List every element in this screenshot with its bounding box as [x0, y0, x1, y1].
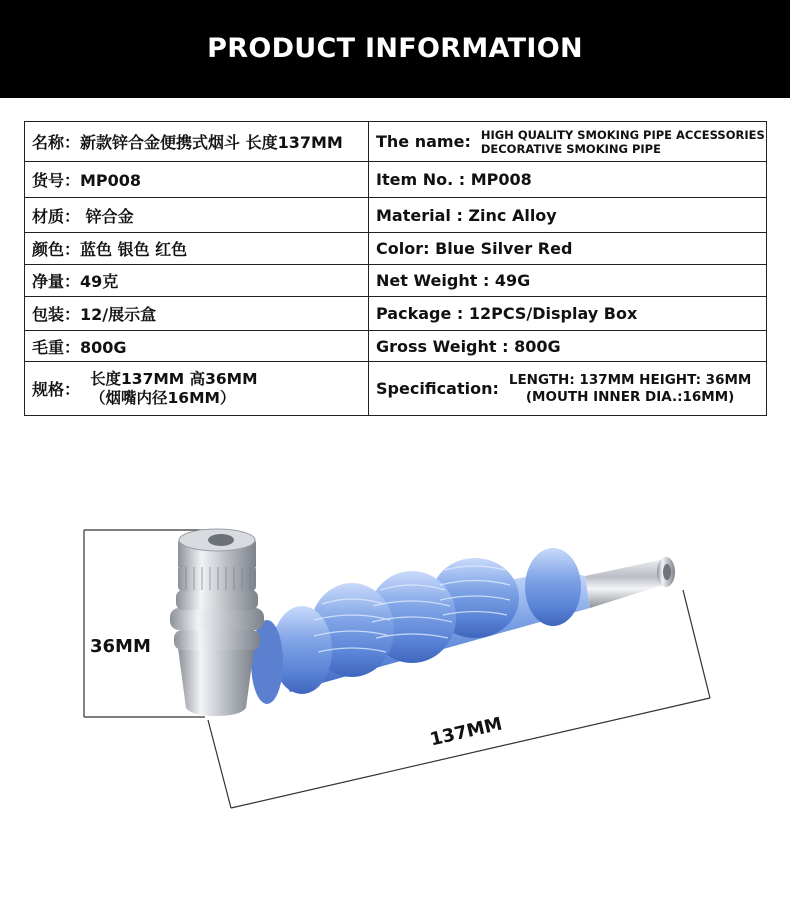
- length-dimension-label: 137MM: [428, 713, 505, 751]
- table-row: [25, 265, 767, 297]
- net-weight-cn-cell: 净量：49克: [25, 265, 369, 297]
- name-en-label: The name:: [376, 132, 471, 151]
- name-en-line-1: HIGH QUALITY SMOKING PIPE ACCESSORIES: [480, 127, 765, 142]
- material-en-cell: Material : Zinc Alloy: [369, 198, 767, 233]
- spec-en-label: Specification:: [376, 379, 499, 398]
- color-en-cell: Color: Blue Silver Red: [369, 233, 767, 265]
- pipe-bowl: [170, 529, 264, 716]
- pipe-body: [251, 548, 590, 704]
- product-photo: [0, 440, 790, 902]
- item-no-cn-cell: 货号：MP008: [25, 162, 369, 198]
- table-row: [25, 122, 767, 162]
- net-weight-en-cell: Net Weight : 49G: [369, 265, 767, 297]
- pipe-mouthpiece: [585, 557, 675, 608]
- header-banner: [0, 0, 790, 98]
- gross-weight-cn-cell: 毛重：800G: [25, 331, 369, 362]
- spec-en-line-1: LENGTH: 137MM HEIGHT: 36MM: [508, 371, 752, 388]
- spec-cn-line-2: （烟嘴内径16MM）: [90, 388, 236, 407]
- spec-table: [24, 121, 767, 416]
- color-cn-cell: 颜色：蓝色 银色 红色: [25, 233, 369, 265]
- height-dimension-label: 36MM: [90, 636, 151, 657]
- spec-cn-label: 规格：: [32, 380, 81, 399]
- name-cn-cell: 名称：新款锌合金便携式烟斗 长度137MM: [25, 122, 369, 162]
- name-en-cell: [369, 122, 767, 162]
- spec-en-line-2: (MOUTH INNER DIA.:16MM): [525, 388, 735, 405]
- name-en-line-2: DECORATIVE SMOKING PIPE: [480, 141, 661, 156]
- page-title: PRODUCT INFORMATION: [207, 33, 583, 64]
- product-figure: [0, 440, 790, 902]
- spec-cn-line-1: 长度137MM 高36MM: [90, 369, 258, 388]
- table-row: [25, 297, 767, 331]
- spec-en-cell: [369, 362, 767, 416]
- table-row: [25, 331, 767, 362]
- table-row: [25, 362, 767, 416]
- material-cn-cell: 材质： 锌合金: [25, 198, 369, 233]
- table-row: [25, 162, 767, 198]
- package-en-cell: Package : 12PCS/Display Box: [369, 297, 767, 331]
- table-row: [25, 198, 767, 233]
- spec-cn-cell: [25, 362, 369, 416]
- item-no-en-cell: Item No. : MP008: [369, 162, 767, 198]
- gross-weight-en-cell: Gross Weight : 800G: [369, 331, 767, 362]
- package-cn-cell: 包装：12/展示盒: [25, 297, 369, 331]
- table-row: [25, 233, 767, 265]
